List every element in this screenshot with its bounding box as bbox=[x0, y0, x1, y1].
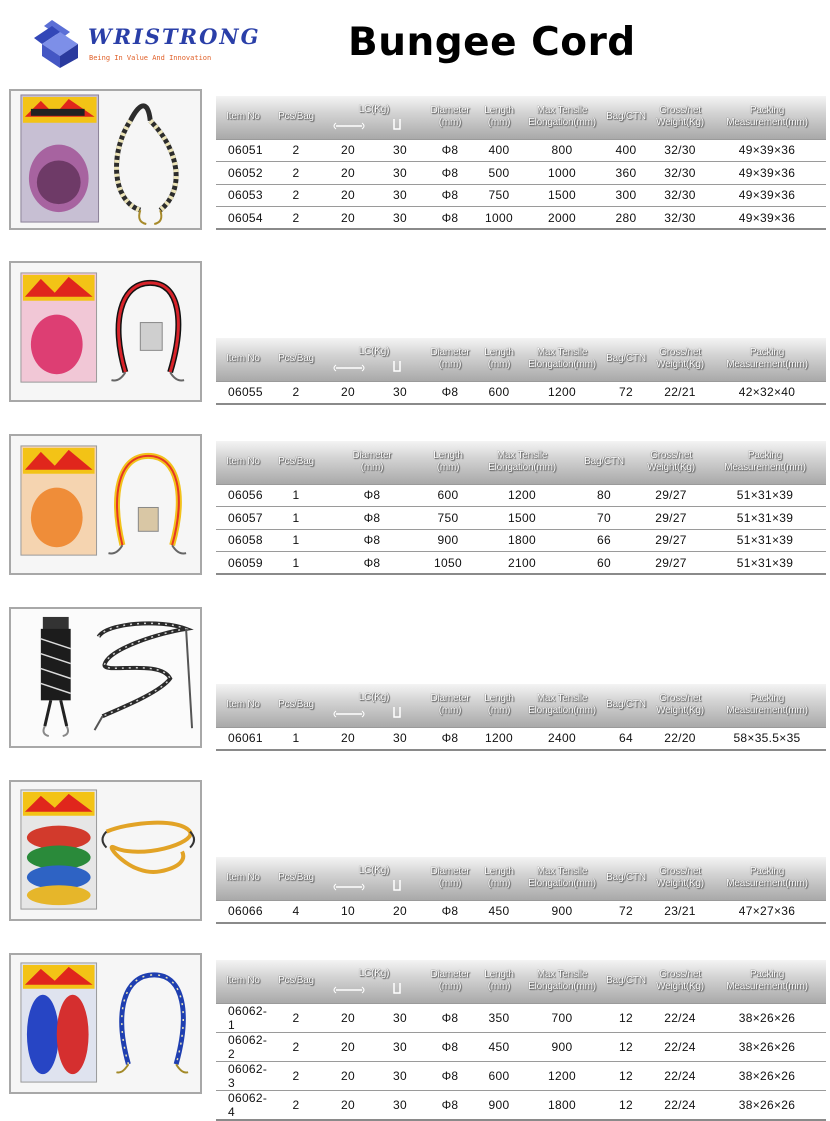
col-tensile: Max Tensile Elongation(mm) bbox=[528, 866, 596, 890]
brand-mark-icon bbox=[32, 18, 84, 68]
product-photo bbox=[9, 953, 202, 1094]
bungee-cord-icon bbox=[11, 263, 200, 400]
col-diameter: Diameter (mm) bbox=[352, 450, 392, 474]
col-pcs-bag: Pcs/Bag bbox=[278, 975, 314, 987]
brand-name: WRISTRONG bbox=[88, 24, 261, 49]
lc-hook-icon bbox=[322, 360, 426, 372]
col-weight: Gross/net Weight(Kg) bbox=[656, 969, 704, 993]
col-packing: Packing Measurement(mm) bbox=[726, 693, 808, 717]
table-row: 06062-4 2 20 30 Φ8 900 1800 12 22/24 38×26×26 bbox=[216, 1090, 826, 1120]
table-header-row bbox=[216, 857, 826, 900]
col-length: Length (mm) bbox=[484, 347, 514, 371]
col-lc: LC(Kg) bbox=[322, 857, 426, 900]
col-weight: Gross/net Weight(Kg) bbox=[656, 866, 704, 890]
product-photo bbox=[9, 89, 202, 230]
col-item-no: Item No bbox=[226, 456, 260, 468]
lc-hook-icon bbox=[322, 118, 426, 130]
col-item-no: Item No bbox=[226, 872, 260, 884]
table-row: 06051 2 20 30 Φ8 400 800 400 32/30 49×39×36 bbox=[216, 139, 826, 162]
col-lc: LC(Kg) bbox=[322, 960, 426, 1003]
col-length: Length (mm) bbox=[484, 969, 514, 993]
table-header-row bbox=[216, 96, 826, 139]
col-tensile: Max Tensile Elongation(mm) bbox=[528, 969, 596, 993]
table-row: 06058 1 Φ8 900 1800 66 29/27 51×31×39 bbox=[216, 529, 826, 552]
col-item-no: Item No bbox=[226, 699, 260, 711]
col-packing: Packing Measurement(mm) bbox=[726, 105, 808, 129]
col-item-no: Item No bbox=[226, 353, 260, 365]
spec-table bbox=[216, 857, 826, 924]
table-header-row bbox=[216, 338, 826, 381]
table-row: 06059 1 Φ8 1050 2100 60 29/27 51×31×39 bbox=[216, 552, 826, 575]
lc-hook-icon bbox=[322, 706, 426, 718]
table-row: 06055 2 20 30 Φ8 600 1200 72 22/21 42×32×40 bbox=[216, 381, 826, 404]
col-diameter: Diameter (mm) bbox=[430, 969, 470, 993]
spec-table bbox=[216, 960, 826, 1121]
bungee-cord-icon bbox=[11, 609, 200, 746]
col-diameter: Diameter (mm) bbox=[430, 347, 470, 371]
col-length: Length (mm) bbox=[484, 693, 514, 717]
col-weight: Gross/net Weight(Kg) bbox=[656, 347, 704, 371]
product-photo bbox=[9, 780, 202, 921]
table-row: 06057 1 Φ8 750 1500 70 29/27 51×31×39 bbox=[216, 507, 826, 530]
col-length: Length (mm) bbox=[484, 866, 514, 890]
col-diameter: Diameter (mm) bbox=[430, 866, 470, 890]
col-tensile: Max Tensile Elongation(mm) bbox=[528, 347, 596, 371]
product-photo bbox=[9, 434, 202, 575]
col-pcs-bag: Pcs/Bag bbox=[278, 456, 314, 468]
bungee-cord-icon bbox=[11, 782, 200, 919]
col-bag-ctn: Bag/CTN bbox=[606, 353, 646, 365]
table-row: 06066 4 10 20 Φ8 450 900 72 23/21 47×27×36 bbox=[216, 900, 826, 923]
col-bag-ctn: Bag/CTN bbox=[606, 975, 646, 987]
table-header-row bbox=[216, 960, 826, 1003]
col-packing: Packing Measurement(mm) bbox=[726, 866, 808, 890]
table-row: 06052 2 20 30 Φ8 500 1000 360 32/30 49×39×36 bbox=[216, 162, 826, 185]
col-lc: LC(Kg) bbox=[322, 684, 426, 727]
col-lc: LC(Kg) bbox=[322, 96, 426, 139]
spec-table bbox=[216, 684, 826, 751]
col-length: Length (mm) bbox=[433, 450, 463, 474]
lc-hook-icon bbox=[322, 982, 426, 994]
spec-table bbox=[216, 96, 826, 230]
bungee-cord-icon bbox=[11, 91, 200, 228]
table-row: 06062-1 2 20 30 Φ8 350 700 12 22/24 38×26×26 bbox=[216, 1003, 826, 1032]
col-length: Length (mm) bbox=[484, 105, 514, 129]
page-title: Bungee Cord bbox=[348, 20, 636, 65]
product-photo bbox=[9, 261, 202, 402]
bungee-cord-icon bbox=[11, 955, 200, 1092]
table-row: 06062-3 2 20 30 Φ8 600 1200 12 22/24 38×26×26 bbox=[216, 1061, 826, 1090]
spec-table bbox=[216, 338, 826, 405]
col-bag-ctn: Bag/CTN bbox=[606, 111, 646, 123]
col-lc: LC(Kg) bbox=[322, 338, 426, 381]
col-weight: Gross/net Weight(Kg) bbox=[647, 450, 695, 474]
col-packing: Packing Measurement(mm) bbox=[724, 450, 806, 474]
col-weight: Gross/net Weight(Kg) bbox=[656, 105, 704, 129]
col-pcs-bag: Pcs/Bag bbox=[278, 111, 314, 123]
col-item-no: Item No bbox=[226, 975, 260, 987]
table-header-row bbox=[216, 441, 826, 484]
col-diameter: Diameter (mm) bbox=[430, 693, 470, 717]
col-packing: Packing Measurement(mm) bbox=[726, 969, 808, 993]
col-tensile: Max Tensile Elongation(mm) bbox=[488, 450, 556, 474]
lc-hook-icon bbox=[322, 879, 426, 891]
brand-logo bbox=[32, 18, 272, 70]
col-bag-ctn: Bag/CTN bbox=[606, 872, 646, 884]
brand-tagline: Being In Value And Innovation bbox=[89, 54, 212, 62]
spec-table bbox=[216, 441, 826, 575]
col-tensile: Max Tensile Elongation(mm) bbox=[528, 105, 596, 129]
col-diameter: Diameter (mm) bbox=[430, 105, 470, 129]
col-bag-ctn: Bag/CTN bbox=[584, 456, 624, 468]
table-row: 06056 1 Φ8 600 1200 80 29/27 51×31×39 bbox=[216, 484, 826, 507]
col-packing: Packing Measurement(mm) bbox=[726, 347, 808, 371]
col-weight: Gross/net Weight(Kg) bbox=[656, 693, 704, 717]
table-row: 06062-2 2 20 30 Φ8 450 900 12 22/24 38×26×26 bbox=[216, 1032, 826, 1061]
col-pcs-bag: Pcs/Bag bbox=[278, 872, 314, 884]
col-item-no: Item No bbox=[226, 111, 260, 123]
table-header-row bbox=[216, 684, 826, 727]
table-row: 06061 1 20 30 Φ8 1200 2400 64 22/20 58×35.5×35 bbox=[216, 727, 826, 750]
page-header bbox=[0, 0, 830, 80]
col-pcs-bag: Pcs/Bag bbox=[278, 699, 314, 711]
table-row: 06053 2 20 30 Φ8 750 1500 300 32/30 49×39×36 bbox=[216, 184, 826, 207]
col-pcs-bag: Pcs/Bag bbox=[278, 353, 314, 365]
product-photo bbox=[9, 607, 202, 748]
col-tensile: Max Tensile Elongation(mm) bbox=[528, 693, 596, 717]
table-row: 06054 2 20 30 Φ8 1000 2000 280 32/30 49×39×36 bbox=[216, 207, 826, 230]
bungee-cord-icon bbox=[11, 436, 200, 573]
col-bag-ctn: Bag/CTN bbox=[606, 699, 646, 711]
